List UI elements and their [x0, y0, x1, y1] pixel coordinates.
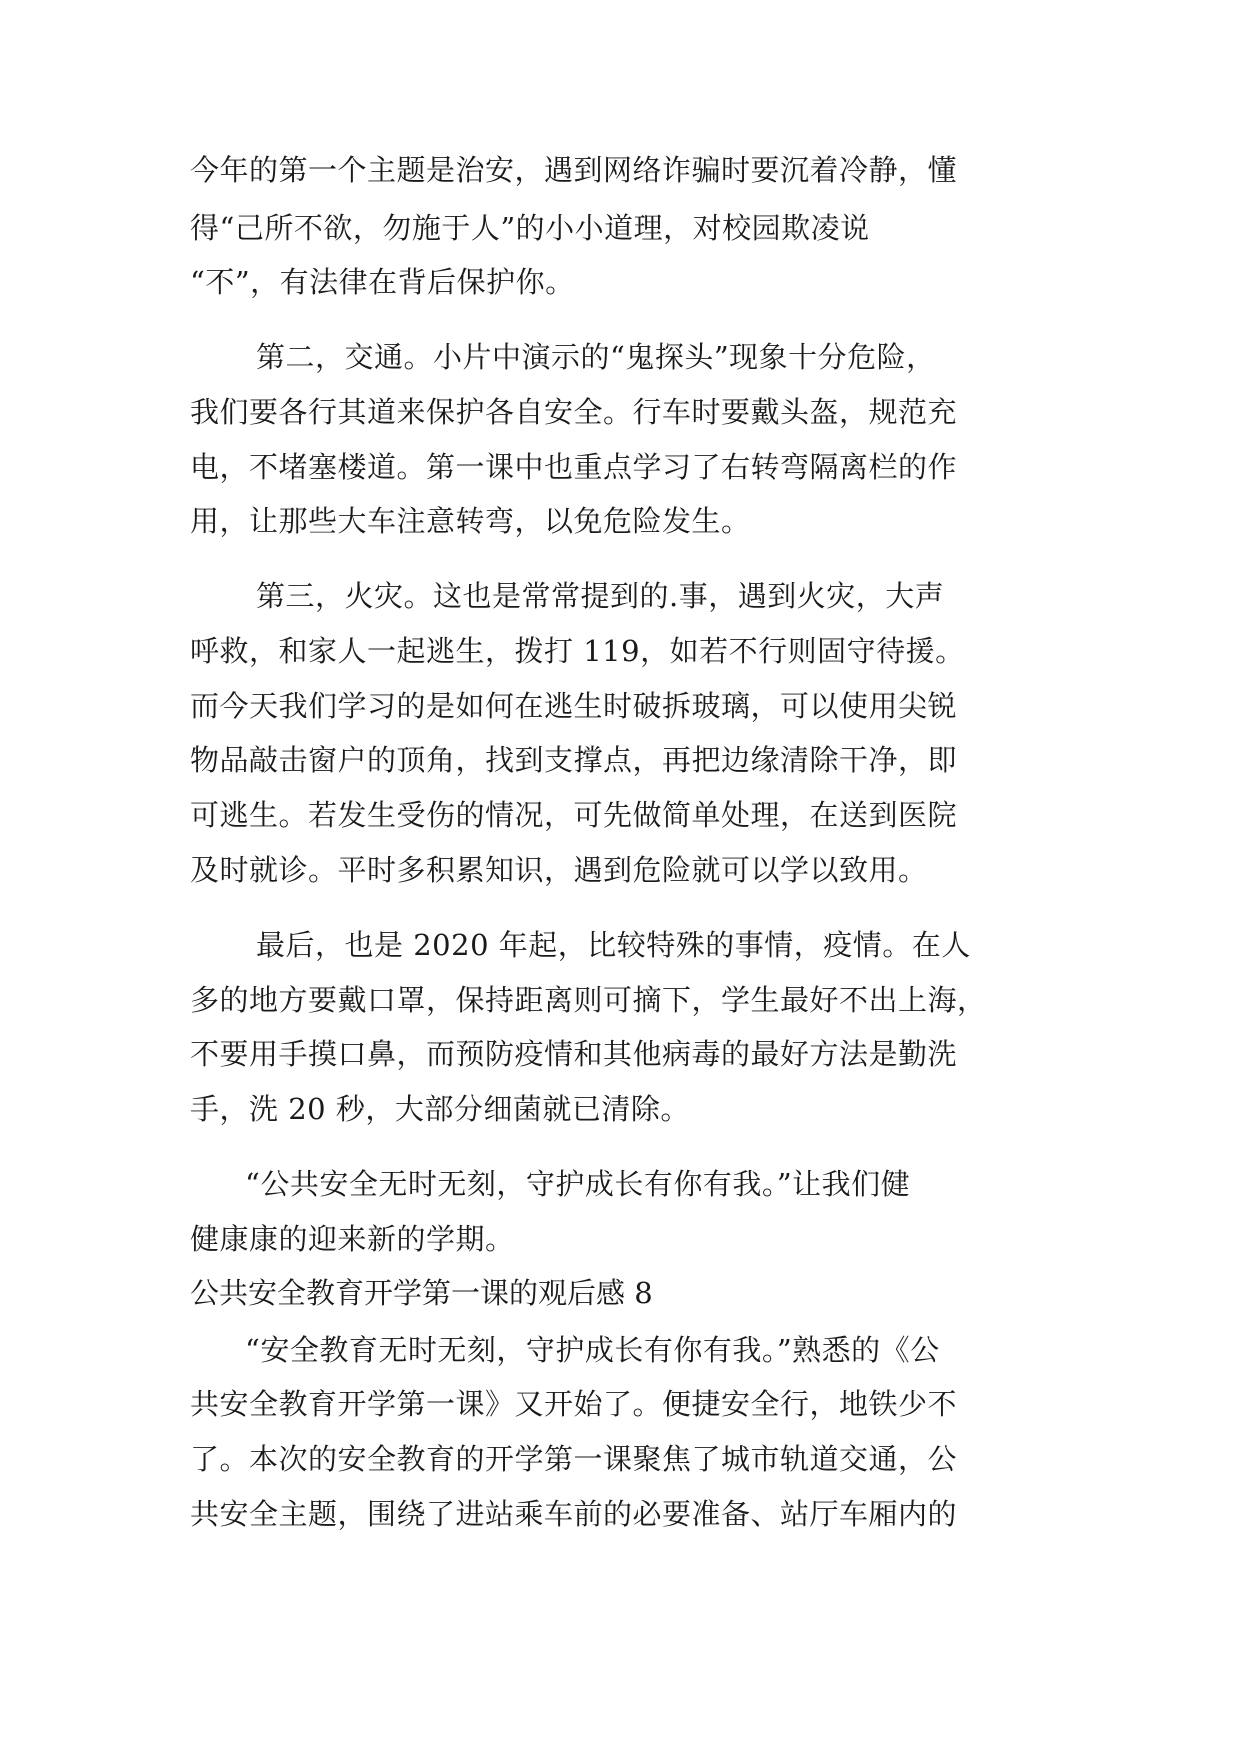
text-line: 我们要各行其道来保护各自安全。行车时要戴头盔，规范充	[190, 395, 958, 429]
text-line: 共安全教育开学第一课》又开始了。便捷安全行，地铁少不	[190, 1387, 958, 1421]
text-line: 最后，也是 2020 年起，比较特殊的事情，疫情。在人	[256, 928, 971, 962]
text-line: 手，洗 20 秒，大部分细菌就已清除。	[190, 1092, 690, 1126]
text-line: 第二，交通。小片中演示的“鬼探头”现象十分危险，	[256, 340, 936, 374]
text-line: 而今天我们学习的是如何在逃生时破拆玻璃，可以使用尖锐	[190, 689, 958, 723]
text-line: 共安全主题，围绕了进站乘车前的必要准备、站厅车厢内的	[190, 1497, 958, 1531]
text-line: 了。本次的安全教育的开学第一课聚焦了城市轨道交通，公	[190, 1442, 958, 1476]
text-line: 不要用手摸口鼻，而预防疫情和其他病毒的最好方法是勤洗	[190, 1037, 958, 1071]
text-line: 今年的第一个主题是治安，遇到网络诈骗时要沉着冷静，懂	[190, 153, 958, 187]
text-line: 呼救，和家人一起逃生，拨打 119，如若不行则固守待援。	[190, 634, 965, 668]
text-line: 用，让那些大车注意转弯，以免危险发生。	[190, 504, 751, 538]
text-line: 可逃生。若发生受伤的情况，可先做简单处理，在送到医院	[190, 798, 958, 832]
text-line: 电，不堵塞楼道。第一课中也重点学习了右转弯隔离栏的作	[190, 450, 958, 484]
text-line: 健康康的迎来新的学期。	[190, 1222, 515, 1256]
text-line: 得“己所不欲，勿施于人”的小小道理，对校园欺凌说	[190, 211, 870, 245]
text-line: “不”，有法律在背后保护你。	[190, 265, 575, 299]
text-line: 及时就诊。平时多积累知识，遇到危险就可以学以致用。	[190, 853, 928, 887]
text-line: 多的地方要戴口罩，保持距离则可摘下，学生最好不出上海，	[190, 983, 987, 1017]
text-line: 物品敲击窗户的顶角，找到支撑点，再把边缘清除干净，即	[190, 743, 958, 777]
section-heading: 公共安全教育开学第一课的观后感 8	[190, 1276, 653, 1310]
text-line: “安全教育无时无刻，守护成长有你有我。”熟悉的《公	[245, 1333, 940, 1367]
text-line: 第三，火灾。这也是常常提到的.事，遇到火灾，大声	[256, 579, 945, 613]
text-line: “公共安全无时无刻，守护成长有你有我。”让我们健	[245, 1167, 911, 1201]
